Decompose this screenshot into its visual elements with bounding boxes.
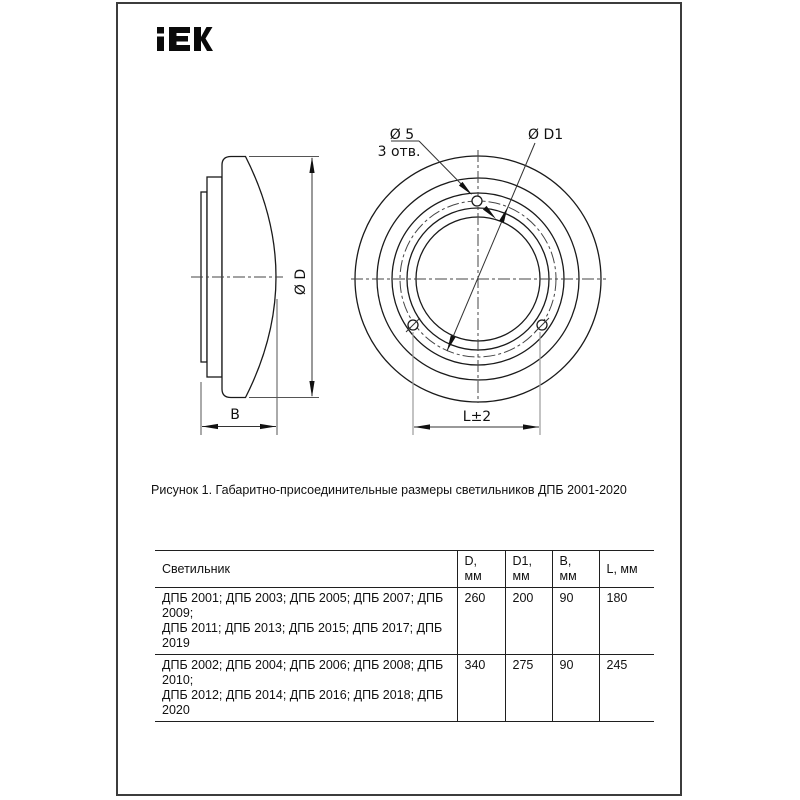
table-row: [155, 655, 654, 722]
col-header-b: B, мм: [552, 551, 599, 588]
cell-d1: 200: [505, 588, 552, 655]
iek-logo: [156, 27, 213, 51]
cell-d: 260: [457, 588, 505, 655]
cell-l: 180: [599, 588, 654, 655]
dimensions-table: [155, 550, 654, 722]
front-view: [351, 127, 606, 435]
cell-b: 90: [552, 588, 599, 655]
figure-caption: Рисунок 1. Габаритно-присоединительные размеры светильников ДПБ 2001-2020: [151, 483, 627, 497]
label-mount-spacing: L±2: [462, 409, 492, 425]
table-row: [155, 588, 654, 655]
cell-d: 340: [457, 655, 505, 722]
dimension-mount-spacing: [413, 332, 540, 435]
side-view: [191, 157, 319, 436]
cell-models: ДПБ 2001; ДПБ 2003; ДПБ 2005; ДПБ 2007; ДПБ 2009; ДПБ 2011; ДПБ 2013; ДПБ 2015; ДПБ 2017; ДПБ 2019: [155, 588, 457, 655]
technical-drawing: [169, 107, 649, 452]
table-header-row: [155, 551, 654, 588]
label-overall-diameter: Ø D: [293, 268, 309, 296]
cell-b: 90: [552, 655, 599, 722]
document-page: [116, 2, 682, 796]
col-header-d: D, мм: [457, 551, 505, 588]
cell-d1: 275: [505, 655, 552, 722]
col-header-l: L, мм: [599, 551, 654, 588]
col-header-luminaire: Светильник: [155, 551, 457, 588]
col-header-d1: D1, мм: [505, 551, 552, 588]
label-depth: B: [230, 407, 240, 423]
label-mount-circle-diameter: Ø D1: [528, 127, 564, 143]
label-hole-count: 3 отв.: [377, 144, 421, 160]
dimension-mount-circle: [447, 127, 563, 351]
cell-models: ДПБ 2002; ДПБ 2004; ДПБ 2006; ДПБ 2008; ДПБ 2010; ДПБ 2012; ДПБ 2014; ДПБ 2016; ДПБ 2018; ДПБ 2020: [155, 655, 457, 722]
label-hole-diameter: Ø 5: [389, 127, 415, 143]
iek-logo-glyphs: [157, 27, 213, 51]
cell-l: 245: [599, 655, 654, 722]
